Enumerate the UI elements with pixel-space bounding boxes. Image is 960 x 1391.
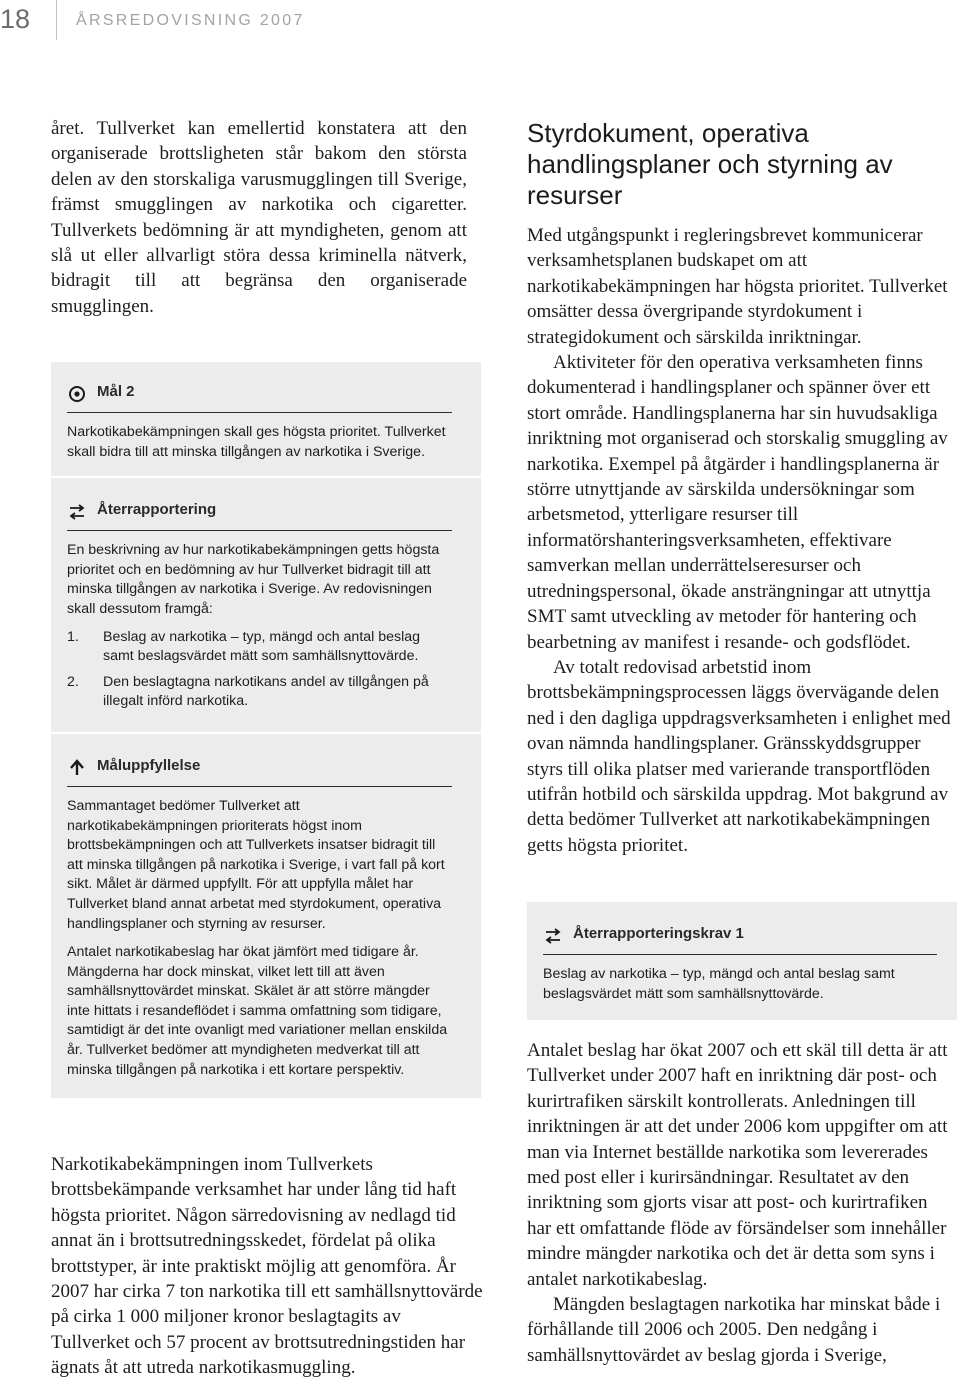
goal-box-stack [51, 362, 481, 1098]
requirement-title: Återrapporteringskrav 1 [573, 925, 744, 942]
list-item-number: 1. [67, 628, 79, 645]
fulfillment-divider [67, 786, 452, 787]
left-bottom-paragraph: Narkotikabekämpningen inom Tullverkets brottsbekämpande verksamhet har under lång tid haft högsta prioritet. Någon särredovisning av nedlagd tid annat än i brottsutredningsskedet, fördelat på olika brottstyper, är inte praktiskt möjlig att genomföra. År 2007 har cirka 7 ton narkotika till ett samhällsnyttovärde på cirka 1 000 miljoner kronor beslagtagits av Tullverket och 57 procent av brottsutredningstiden har ägnats åt att utreda narkotikasmuggling. [51, 1154, 483, 1379]
intro-paragraph: året. Tullverket kan emellertid konstatera att den organiserade brottsligheten står bakom den största delen av den storskaliga varusmugglingen till Sverige, främst smugglingen av narkotika och cigaretter. Tullverkets bedömning är att myndigheten, genom att slå ut eller allvarligt störa dessa kriminella nätverk, bidragit till att begränsa den organiserade smugglingen. [51, 118, 467, 317]
left-bottom-text [51, 1152, 483, 1381]
requirement-box [527, 902, 957, 1020]
goal-text: Narkotikabekämpningen skall ges högsta prioritet. Tullverket skall bidra till att minska tillgången av narkotika i Sverige. [67, 424, 446, 460]
requirement-divider [543, 954, 937, 955]
reporting-list [67, 628, 452, 712]
exchange-arrows-icon [543, 926, 563, 946]
section-heading: Styrdokument, operativa handlingsplaner och styrning av resurser [527, 118, 893, 210]
header-divider [56, 0, 57, 40]
goal-title: Mål 2 [97, 383, 135, 400]
right-bottom-paragraph: Antalet beslag har ökat 2007 och ett skäl till detta är att Tullverket under 2007 haft en inriktning där post- och kurirtrafiken särskilt kontrollerats. Anledningen till inriktningen är att det under 2006 kom uppgifter om att man via Internet beställde narkotika som levererades med post eller i kurirsändningar. Resultatet av den inriktning som gjorts visar att post- och kurirtrafiken har ett omfattande flöde av försändelser som innehåller mindre mängder narkotika och det är detta som syns i antalet narkotikabeslag. [527, 1040, 948, 1290]
reporting-title: Återrapportering [97, 501, 217, 519]
reporting-box [51, 478, 481, 732]
fulfillment-box [51, 734, 481, 1098]
reporting-text: En beskrivning av hur narkotikabekämpningen getts högsta prioritet och en bedömning av hur Tullverket bidragit till att minska tillgången av narkotika i Sverige. Av redovisningen skall dessutom framgå: [67, 542, 440, 617]
target-icon [67, 384, 87, 404]
fulfillment-paragraph: Sammantaget bedömer Tullverket att narkotikabekämpningen prioriterats högst inom brottsbekämpningen och att Tullverkets insatser bidragit till att minska tillgången på narkotika i Sverige, i vart fall på kort sikt. Målet är därmed uppfyllt. För att uppfylla målet har Tullverket bland annat arbetat med styrdokument, operativa handlingsplaner och styrning av resurser. [67, 797, 445, 932]
right-paragraph: Med utgångspunkt i regleringsbrevet kommunicerar verksamhetsplanen budskapet om att narkotikabekämpningen har högsta prioritet. Tullverket omsätter dessa övergripande styrdokument i strategidokument och särskilda inriktningar. [527, 225, 948, 348]
exchange-arrows-icon [67, 502, 87, 522]
list-item-text: Den beslagtagna narkotikans andel av tillgången på illegalt införd narkotika. [103, 673, 429, 710]
list-item [67, 673, 452, 712]
running-header-title: ÅRSREDOVISNING 2007 [76, 12, 305, 29]
requirement-text: Beslag av narkotika – typ, mängd och antal beslag samt beslagsvärdet mätt som samhällsnyttovärde. [543, 966, 895, 1002]
goal-box [51, 362, 481, 476]
list-item [67, 628, 452, 667]
right-section-text [527, 223, 957, 858]
right-paragraph: Av totalt redovisad arbetstid inom brottsbekämpningsprocessen läggs övervägande delen ned i den dagliga uppdragsverksamheten i enlighet med ovan nämnda handlingsplaner. Gränsskyddsgrupper styrs till olika platser med varierande transportflöden utifrån hotbild och särskilda uppdrag. Mot bakgrund av detta bedömer Tullverket att narkotikabekämpningen getts högsta prioritet. [527, 656, 951, 856]
list-item-text: Beslag av narkotika – typ, mängd och antal beslag samt beslagsvärdet mätt som samhällsnyttovärde. [103, 628, 421, 665]
goal-divider [67, 412, 452, 413]
reporting-divider [67, 530, 452, 531]
right-bottom-paragraph: Mängden beslagtagen narkotika har minskat både i förhållande till 2006 och 2005. Den nedgång i samhällsnyttovärdet av beslag gjorda i Sverige, [527, 1294, 941, 1366]
fulfillment-title: Måluppfyllelse [97, 756, 201, 774]
left-intro-text [51, 116, 467, 319]
fulfillment-paragraph: Antalet narkotikabeslag har ökat jämfört med tidigare år. Mängderna har dock minskat, vilket lett till att även samhällsnyttovärdet minskat. Skälet är att större mängder inte hittats i resandeflödet i samma omfattning som tidigare, samtidigt är det inte ovanligt med variationer mellan enskilda år. Tullverket bedömer att myndigheten medverkat till att minska tillgången på narkotika i ett kortare perspektiv. [67, 944, 448, 1078]
page-number: 18 [0, 4, 31, 34]
arrow-up-icon [67, 758, 87, 778]
list-item-number: 2. [67, 673, 79, 690]
right-paragraph: Aktiviteter för den operativa verksamheten finns dokumenterad i handlingsplaner och spänner över ett stort område. Handlingsplanerna har sin huvudsakliga inriktning mot organiserad och storskalig smuggling av narkotika. Exempel på åtgärder i handlingsplanerna är större utnyttjande av särskilda undersökningar som arbetsmetod, ytterligare resurser till informatörshanteringsverksamheten, effektivare samverkan mellan underrättelseresurser och utredningspersonal, ökade ansträngningar att utnyttja SMT samt utveckling av metoder för hantering och bearbetning av manifest i resande- och godsflödet. [527, 352, 948, 653]
right-bottom-text [527, 1038, 955, 1368]
